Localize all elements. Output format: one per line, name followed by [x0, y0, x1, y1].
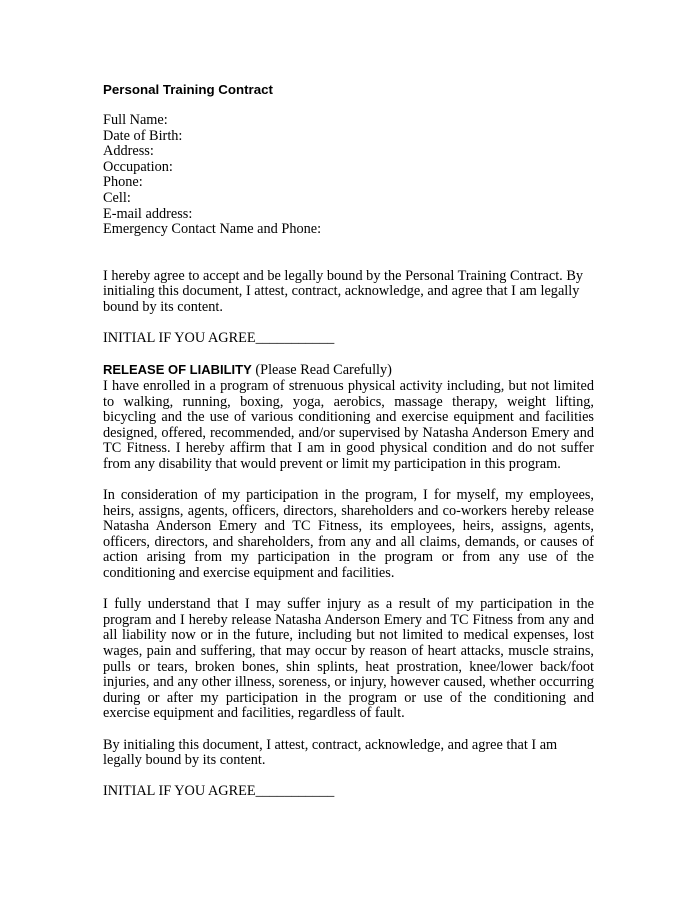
field-cell: Cell:: [103, 189, 131, 206]
field-occupation: Occupation:: [103, 158, 173, 175]
field-phone: Phone:: [103, 174, 143, 191]
release-heading-line: [103, 362, 594, 379]
agreement-paragraph: I hereby agree to accept and be legally bound by the Personal Training Contract. By initialing this document, I attest, contract, acknowledge, and agree that I am legally bound by its content.: [103, 267, 584, 315]
release-paragraph-2: In consideration of my participation in the program, I for myself, my employees, heirs, assigns, agents, officers, directors, shareholders and co-workers hereby release Natasha Anderson Emery and TC Fitness, its employees, heirs, assigns, agents, officers, directors, and shareholders, from any and all claims, demands, or causes of action arising from my participation in the program or from any use of the conditioning and exercise equipment and facilities.: [103, 487, 594, 582]
field-emergency-contact: Emergency Contact Name and Phone:: [103, 221, 322, 238]
field-date-of-birth: Date of Birth:: [103, 127, 183, 144]
release-of-liability-heading: RELEASE OF LIABILITY: [103, 362, 252, 378]
attest-paragraph: By initialing this document, I attest, contract, acknowledge, and agree that I am legally bound by its content.: [103, 736, 558, 769]
release-paragraph-3: I fully understand that I may suffer injury as a result of my participation in the program and I hereby release Natasha Anderson Emery and TC Fitness from any and all liability now or in the future, including but not limited to medical expenses, lost wages, pain and suffering, that may occur by reason of heart attacks, muscle strains, pulls or tears, broken bones, shin splints, heat prostration, knee/lower back/foot injuries, and any other illness, soreness, or injury, however caused, whether occurring during or after my participation in the program or use of the conditioning and exercise equipment and facilities, regardless of fault.: [103, 596, 594, 722]
release-paragraph-1: I have enrolled in a program of strenuous physical activity including, but not limited to walking, running, boxing, yoga, aerobics, massage therapy, weight lifting, bicycling and the use of various conditioning and exercise equipment and facilities designed, offered, recommended, and/or supervised by Natasha Anderson Emery and TC Fitness. I hereby affirm that I am in good physical condition and do not suffer from any disability that would prevent or limit my participation in this program.: [103, 377, 594, 472]
personal-info-fields: [103, 113, 594, 238]
document-title: Personal Training Contract: [103, 82, 273, 97]
initial-line-1: INITIAL IF YOU AGREE___________: [103, 330, 335, 347]
field-full-name: Full Name:: [103, 112, 168, 128]
initial-line-2: INITIAL IF YOU AGREE___________: [103, 783, 335, 800]
field-address: Address:: [103, 143, 154, 160]
document-content: [103, 81, 594, 800]
field-email: E-mail address:: [103, 205, 193, 222]
release-note: (Please Read Carefully): [251, 362, 392, 379]
spacer: [103, 238, 594, 269]
